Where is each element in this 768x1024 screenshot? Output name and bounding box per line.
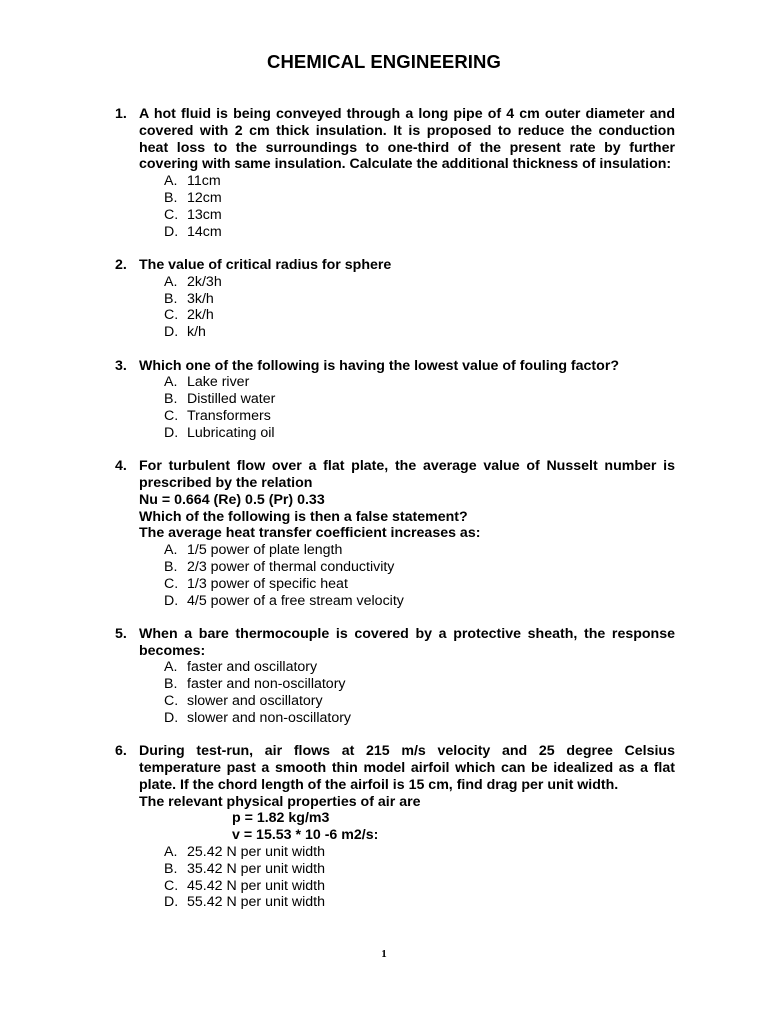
option-text: 3k/h [187, 290, 214, 307]
question-text: During test-run, air flows at 215 m/s velocity and 25 degree Celsius temperature past a smooth thin model airfoil which can be idealized as a flat plate. If the chord length of the airfoil is 15 cm, find drag per unit width. [139, 743, 675, 793]
property-density: p = 1.82 kg/m3 [232, 810, 330, 827]
option-letter: D. [164, 424, 179, 441]
option-b [115, 861, 675, 878]
question-6-header [115, 743, 675, 844]
options-list [115, 173, 675, 240]
option-d [115, 425, 675, 442]
option-a [115, 659, 675, 676]
question-5-header [115, 626, 675, 660]
option-text: 2/3 power of thermal conductivity [187, 558, 395, 575]
option-letter: D. [164, 324, 179, 341]
question-text: When a bare thermocouple is covered by a protective sheath, the response becomes: [139, 625, 675, 659]
option-c [115, 408, 675, 425]
option-text: faster and non-oscillatory [187, 676, 346, 693]
option-letter: D. [164, 223, 179, 240]
option-letter: B. [164, 860, 178, 877]
property-viscosity: v = 15.53 * 10 -6 m2/s: [232, 827, 379, 844]
option-text: 14cm [187, 223, 222, 240]
option-c [115, 576, 675, 593]
question-text: A hot fluid is being conveyed through a long pipe of 4 cm outer diameter and covered with 2 cm thick insulation. It is proposed to reduce the conduction heat loss to the surroundings to one-third of the present rate by further covering with same insulation. Calculate the additional thickness of insulation: [139, 106, 675, 173]
option-text: 25.42 N per unit width [187, 844, 326, 861]
option-letter: C. [164, 407, 179, 424]
option-text: 4/5 power of a free stream velocity [187, 592, 404, 609]
option-a [115, 274, 675, 291]
question-body [139, 458, 675, 542]
option-letter: A. [164, 374, 178, 391]
option-text: 35.42 N per unit width [187, 860, 326, 877]
question-number: 4. [115, 458, 127, 475]
option-letter: D. [164, 709, 179, 726]
option-d [115, 593, 675, 610]
question-2 [115, 257, 675, 341]
option-text: 2k/h [187, 307, 214, 324]
option-letter: A. [164, 844, 178, 861]
option-d [115, 894, 675, 911]
option-letter: B. [164, 290, 178, 307]
option-letter: B. [164, 676, 178, 693]
option-b [115, 559, 675, 576]
question-6 [115, 743, 675, 911]
option-text: k/h [187, 324, 206, 341]
option-text: 13cm [187, 206, 222, 223]
options-list [115, 274, 675, 341]
question-text: Which one of the following is having the lowest value of fouling factor? [139, 357, 620, 374]
option-letter: B. [164, 558, 178, 575]
question-number: 2. [115, 256, 127, 273]
question-number: 3. [115, 357, 127, 374]
question-line-2: Which of the following is then a false statement? [139, 508, 468, 525]
question-5 [115, 626, 675, 727]
option-d [115, 224, 675, 241]
option-text: 2k/3h [187, 273, 222, 290]
options-list [115, 542, 675, 609]
option-letter: C. [164, 575, 179, 592]
option-text: Lubricating oil [187, 424, 275, 441]
question-line-2: The relevant physical properties of air are [139, 793, 421, 810]
question-text: The value of critical radius for sphere [139, 256, 392, 273]
option-text: 11cm [187, 173, 221, 190]
option-letter: C. [164, 693, 179, 710]
option-letter: B. [164, 189, 178, 206]
option-text: 55.42 N per unit width [187, 894, 326, 911]
question-2-header [115, 257, 675, 274]
option-a [115, 173, 675, 190]
option-text: 45.42 N per unit width [187, 877, 326, 894]
option-letter: C. [164, 307, 179, 324]
options-list [115, 844, 675, 911]
option-letter: C. [164, 877, 179, 894]
document-title: CHEMICAL ENGINEERING [267, 51, 501, 72]
option-letter: B. [164, 391, 178, 408]
option-text: slower and non-oscillatory [187, 709, 352, 726]
question-text: For turbulent flow over a flat plate, the average value of Nusselt number is prescribed by the relation [139, 458, 675, 491]
question-1 [115, 106, 675, 240]
option-a [115, 542, 675, 559]
question-3-header [115, 358, 675, 375]
option-text: slower and oscillatory [187, 693, 323, 710]
option-b [115, 291, 675, 308]
page-number: 1 [381, 948, 387, 960]
option-text: 1/3 power of specific heat [187, 575, 348, 592]
option-letter: A. [164, 659, 178, 676]
question-4-header [115, 458, 675, 542]
option-letter: D. [164, 592, 179, 609]
options-list [115, 659, 675, 726]
option-text: 1/5 power of plate length [187, 542, 343, 559]
option-c [115, 693, 675, 710]
question-number: 1. [115, 106, 127, 122]
option-a [115, 844, 675, 861]
option-b [115, 391, 675, 408]
option-d [115, 324, 675, 341]
question-number: 6. [115, 743, 127, 760]
option-c [115, 307, 675, 324]
option-b [115, 676, 675, 693]
question-line-3: The average heat transfer coefficient increases as: [139, 525, 481, 542]
question-body [139, 743, 675, 844]
question-1-header [115, 106, 675, 173]
options-list [115, 374, 675, 441]
option-letter: C. [164, 206, 179, 223]
option-text: Transformers [187, 407, 271, 424]
question-list [115, 106, 675, 928]
option-letter: A. [164, 273, 178, 290]
option-text: Lake river [187, 374, 250, 391]
question-number: 5. [115, 625, 127, 642]
question-formula: Nu = 0.664 (Re) 0.5 (Pr) 0.33 [139, 491, 325, 508]
option-c [115, 207, 675, 224]
option-text: 12cm [187, 189, 222, 206]
question-4 [115, 458, 675, 609]
option-text: Distilled water [187, 391, 276, 408]
option-letter: A. [164, 173, 178, 190]
option-b [115, 190, 675, 207]
option-c [115, 878, 675, 895]
option-letter: A. [164, 542, 178, 559]
option-a [115, 374, 675, 391]
option-d [115, 710, 675, 727]
option-text: faster and oscillatory [187, 659, 318, 676]
option-letter: D. [164, 894, 179, 911]
question-3 [115, 358, 675, 442]
